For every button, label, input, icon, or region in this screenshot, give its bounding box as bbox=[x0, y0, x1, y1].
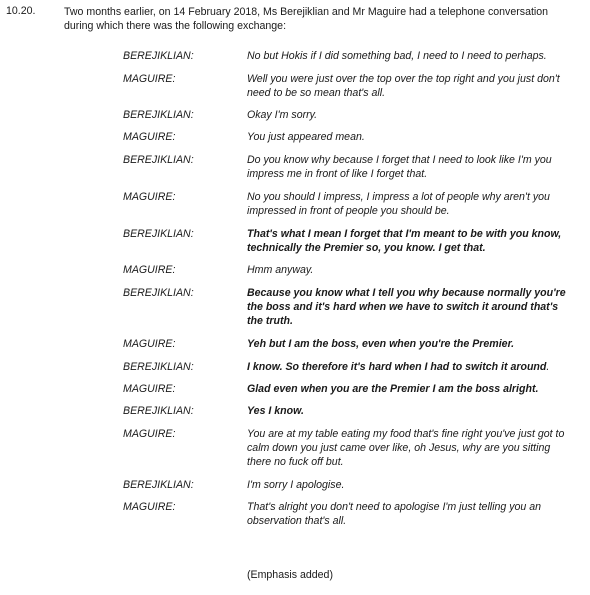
transcript-row bbox=[123, 500, 578, 528]
utterance-text bbox=[247, 286, 567, 328]
utterance-text bbox=[247, 190, 567, 218]
transcript-row bbox=[123, 190, 578, 218]
utterance-text bbox=[247, 478, 567, 492]
speaker-name: BEREJIKLIAN: bbox=[123, 287, 194, 299]
utterance-body: No you should I impress, I impress a lot of people why aren't you impressed in front of people you should be. bbox=[247, 191, 550, 217]
speaker-name: BEREJIKLIAN: bbox=[123, 405, 194, 417]
transcript-row bbox=[123, 263, 578, 277]
transcript-row bbox=[123, 130, 578, 144]
speaker-name: MAGUIRE: bbox=[123, 428, 176, 440]
utterance-text bbox=[247, 337, 567, 351]
utterance-body: Yes I know. bbox=[247, 405, 304, 417]
transcript-row bbox=[123, 153, 578, 181]
transcript-row bbox=[123, 360, 578, 374]
speaker-name: MAGUIRE: bbox=[123, 338, 176, 350]
utterance-text bbox=[247, 500, 567, 528]
transcript-row bbox=[123, 227, 578, 255]
utterance-body: Hmm anyway. bbox=[247, 264, 314, 276]
speaker-name: MAGUIRE: bbox=[123, 264, 176, 276]
utterance-text bbox=[247, 72, 567, 100]
utterance-body: Do you know why because I forget that I need to look like I'm you impress me in front of like I forget that. bbox=[247, 154, 552, 180]
utterance-body: Okay I'm sorry. bbox=[247, 109, 318, 121]
speaker-name: BEREJIKLIAN: bbox=[123, 154, 194, 166]
utterance-body: I'm sorry I apologise. bbox=[247, 479, 345, 491]
utterance-body: Glad even when you are the Premier I am the boss alright. bbox=[247, 383, 539, 395]
utterance-body: That's alright you don't need to apologise I'm just telling you an observation that's all. bbox=[247, 501, 542, 527]
utterance-body: Yeh but I am the boss, even when you're the Premier. bbox=[247, 338, 515, 350]
utterance-body: No but Hokis if I did something bad, I need to I need to perhaps. bbox=[247, 50, 547, 62]
transcript-row bbox=[123, 478, 578, 492]
transcript-row bbox=[123, 427, 578, 469]
transcript-row bbox=[123, 72, 578, 100]
emphasis-note: (Emphasis added) bbox=[247, 569, 333, 581]
utterance-text bbox=[247, 404, 567, 418]
utterance-body: You are at my table eating my food that's fine right you've just got to calm down you just came over like, oh Jesus, why are you sitting there no fuck off but. bbox=[247, 428, 565, 468]
utterance-text bbox=[247, 49, 567, 63]
utterance-tail: . bbox=[546, 361, 550, 373]
utterance-text bbox=[247, 108, 567, 122]
utterance-body: I know. So therefore it's hard when I had to switch it around bbox=[247, 361, 547, 373]
transcript-row bbox=[123, 49, 578, 63]
speaker-name: BEREJIKLIAN: bbox=[123, 361, 194, 373]
speaker-name: MAGUIRE: bbox=[123, 131, 176, 143]
utterance-text bbox=[247, 153, 567, 181]
speaker-name: MAGUIRE: bbox=[123, 383, 176, 395]
utterance-body: Because you know what I tell you why because normally you're the boss and it's hard when we have to switch it around that's the truth. bbox=[247, 287, 566, 327]
transcript-row bbox=[123, 286, 578, 328]
utterance-body: That's what I mean I forget that I'm meant to be with you know, technically the Premier so, you know. I get that. bbox=[247, 228, 562, 254]
utterance-text bbox=[247, 427, 567, 469]
utterance-body: Well you were just over the top over the top right and you just don't need to be so mean that's all. bbox=[247, 73, 560, 99]
utterance-body: You just appeared mean. bbox=[247, 131, 365, 143]
speaker-name: MAGUIRE: bbox=[123, 191, 176, 203]
speaker-name: BEREJIKLIAN: bbox=[123, 50, 194, 62]
transcript-row bbox=[123, 382, 578, 396]
paragraph-number: 10.20. bbox=[6, 5, 36, 17]
speaker-name: BEREJIKLIAN: bbox=[123, 479, 194, 491]
utterance-text bbox=[247, 263, 567, 277]
transcript bbox=[123, 49, 578, 528]
utterance-text bbox=[247, 360, 567, 374]
speaker-name: BEREJIKLIAN: bbox=[123, 228, 194, 240]
transcript-row bbox=[123, 337, 578, 351]
utterance-text bbox=[247, 382, 567, 396]
transcript-row bbox=[123, 108, 578, 122]
speaker-name: MAGUIRE: bbox=[123, 501, 176, 513]
utterance-text bbox=[247, 227, 567, 255]
speaker-name: MAGUIRE: bbox=[123, 73, 176, 85]
transcript-row bbox=[123, 404, 578, 418]
intro-text: Two months earlier, on 14 February 2018, Ms Berejiklian and Mr Maguire had a telephone conversation during which there was the following exchange: bbox=[64, 6, 549, 32]
speaker-name: BEREJIKLIAN: bbox=[123, 109, 194, 121]
utterance-text bbox=[247, 130, 567, 144]
